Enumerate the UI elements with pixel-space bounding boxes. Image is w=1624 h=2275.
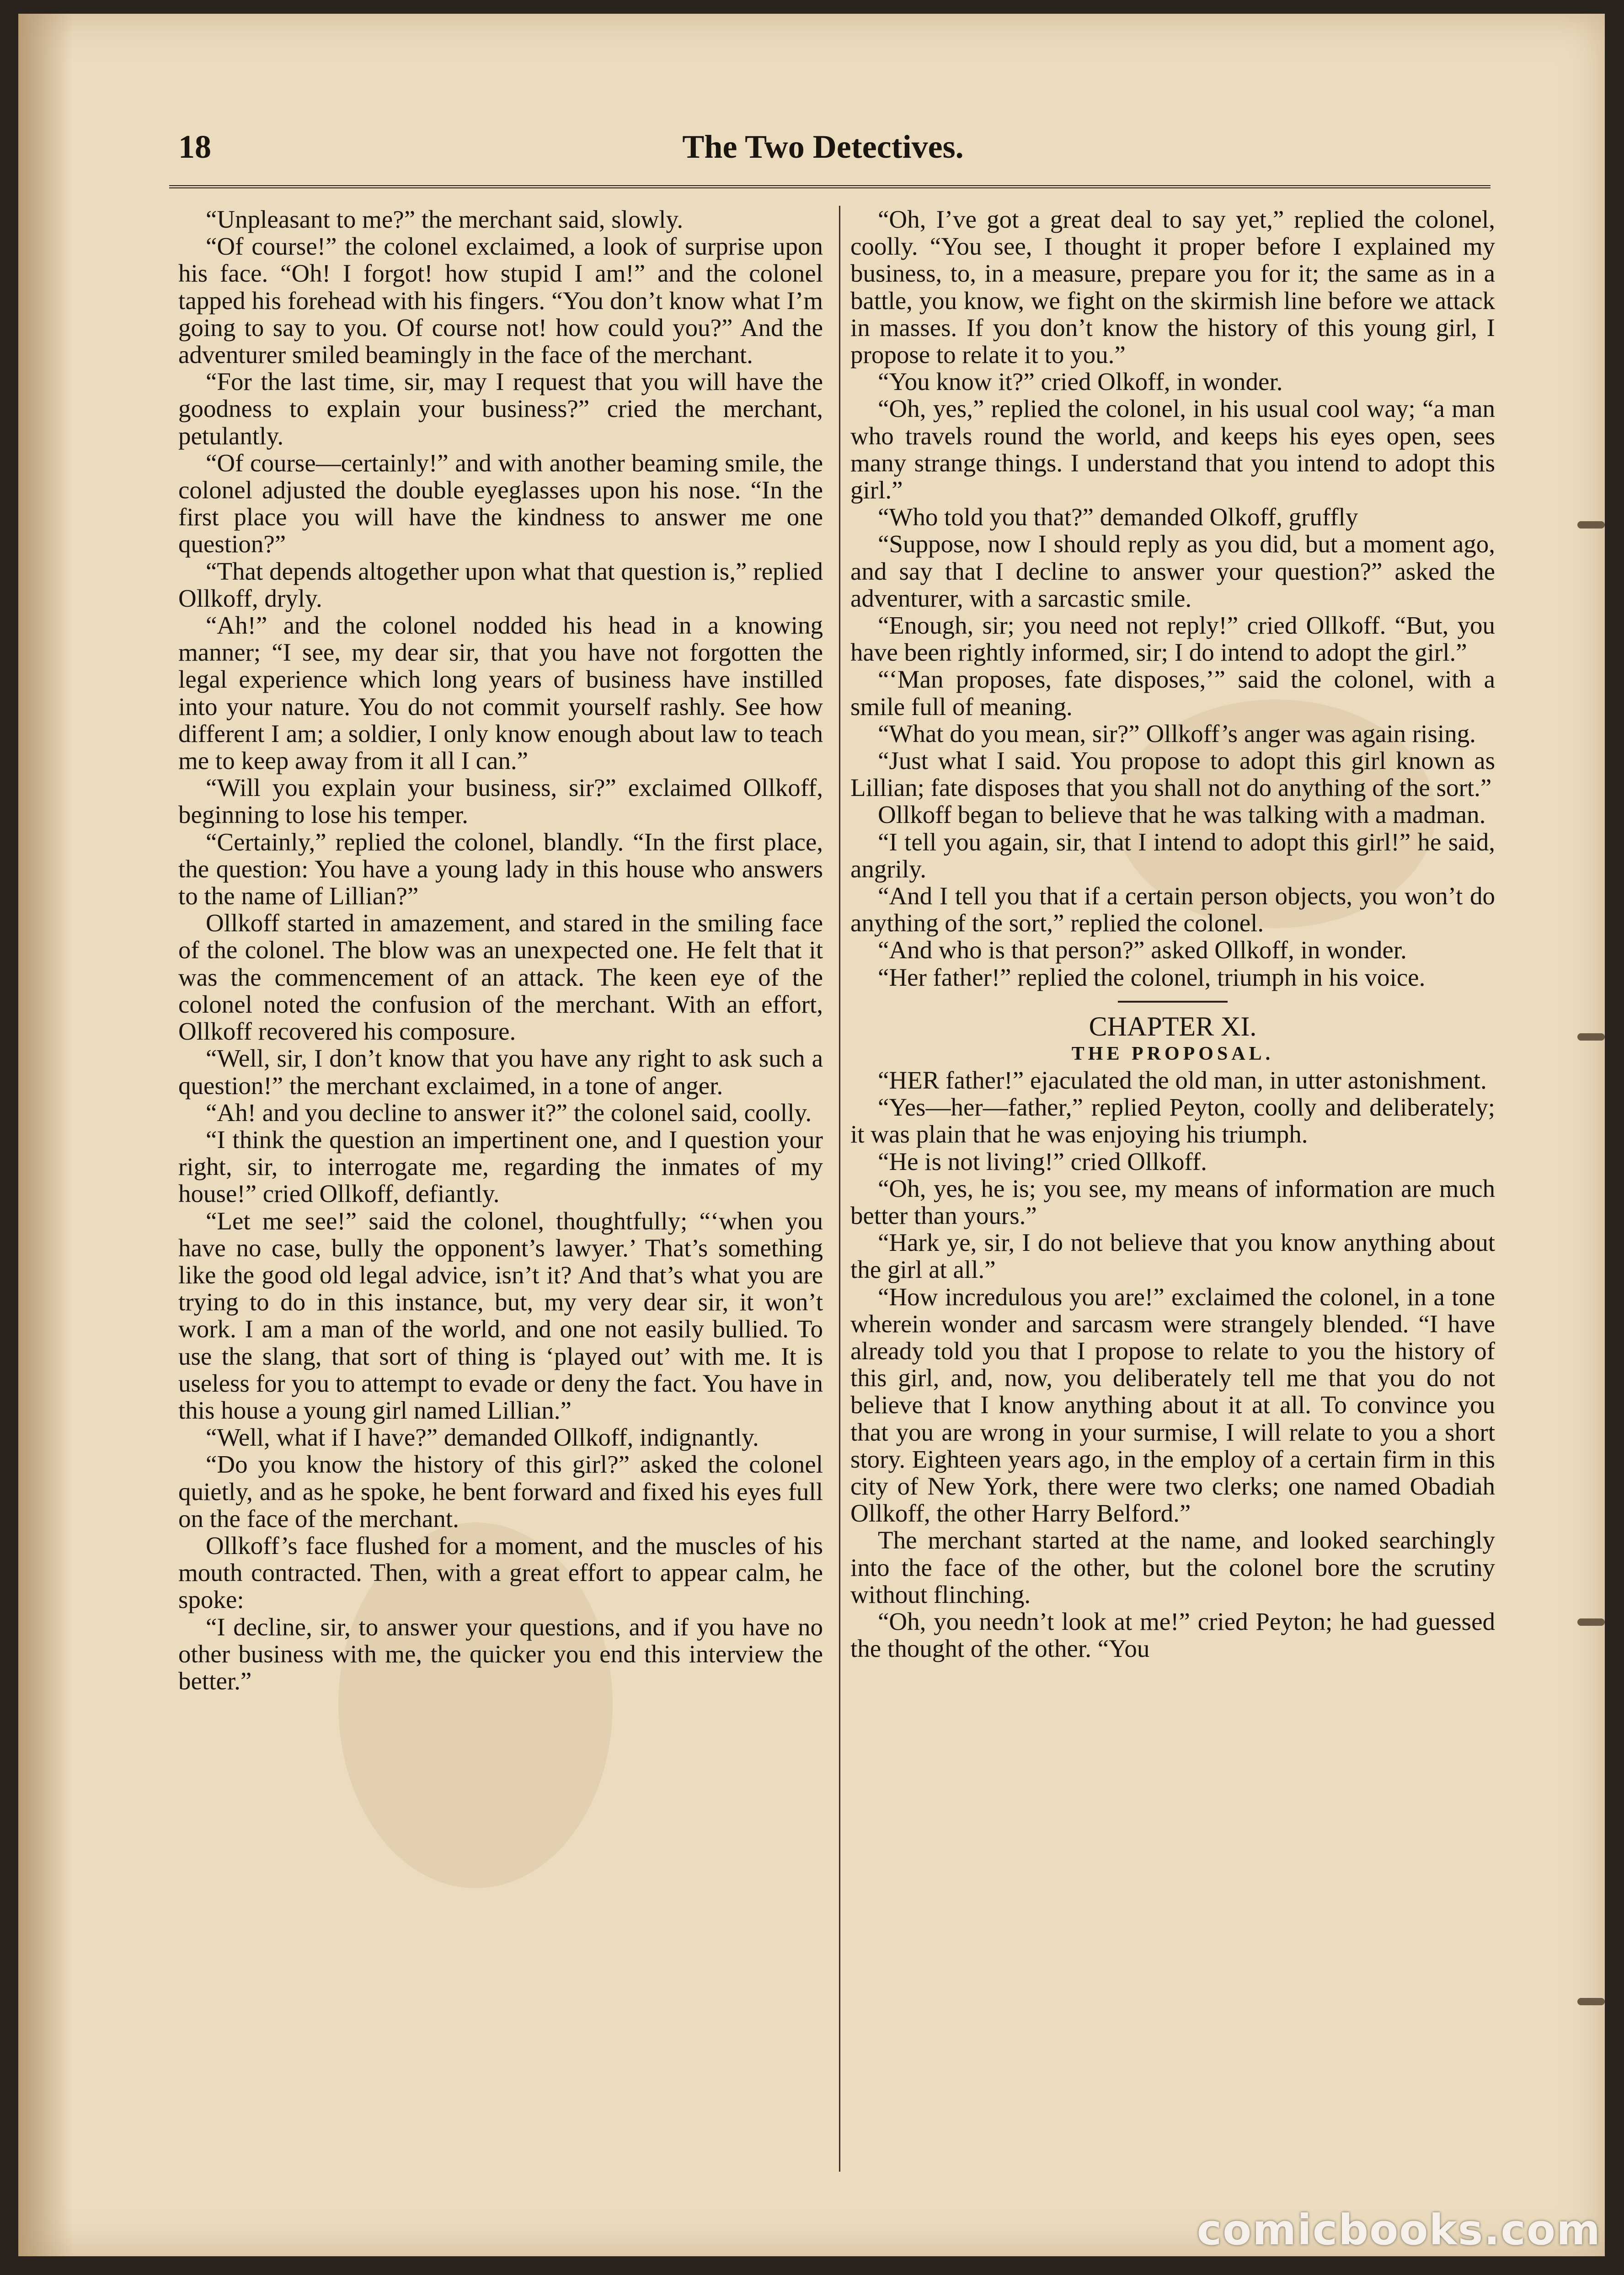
- paragraph: “For the last time, sir, may I request that you will have the goodness to explain your business?” cried the merchant, petulantly.: [178, 368, 823, 450]
- paragraph: “I decline, sir, to answer your questions, and if you have no other business with me, the quicker you end this interview the better.”: [178, 1613, 823, 1695]
- paragraph: “I think the question an impertinent one, and I question your right, sir, to interrogate me, regarding the inmates of my house!” cried Ollkoff, defiantly.: [178, 1125, 823, 1208]
- paragraph: “Yes—her—father,” replied Peyton, coolly and deliberately; it was plain that he was enjoying his triumph.: [850, 1093, 1495, 1148]
- paragraph: “Hark ye, sir, I do not believe that you know anything about the girl at all.”: [850, 1228, 1495, 1284]
- paragraph: “Oh, I’ve got a great deal to say yet,” replied the colonel, coolly. “You see, I thought it proper before I explained my business, to, in a measure, prepare you for it; the same as in a battle, you know, we fight on the skirmish line before we attack in masses. If you don’t know the history of this young girl, I propose to relate it to you.”: [850, 205, 1495, 369]
- header-rule: [169, 185, 1490, 188]
- binding-staple: [1577, 1033, 1605, 1041]
- chapter-subtitle: THE PROPOSAL.: [1071, 1043, 1274, 1064]
- binding-staple: [1577, 1998, 1605, 2005]
- paragraph: “Of course!” the colonel exclaimed, a look of surprise upon his face. “Oh! I forgot! how stupid I am!” and the colonel tapped his forehead with his fingers. “You don’t know what I’m going to say to you. Of course not! how could you?” And the adventurer smiled beamingly in the face of the merchant.: [178, 232, 823, 369]
- paragraph: “Unpleasant to me?” the merchant said, slowly.: [206, 205, 684, 233]
- paragraph: “Well, sir, I don’t know that you have any right to ask such a question!” the merchant exclaimed, in a tone of anger.: [178, 1044, 823, 1100]
- page-number: 18: [178, 128, 211, 165]
- paragraph: “That depends altogether upon what that question is,” replied Ollkoff, dryly.: [178, 557, 823, 612]
- page-header: [160, 123, 1486, 178]
- chapter-heading: CHAPTER XI.: [1089, 1011, 1257, 1041]
- paragraph: “Will you explain your business, sir?” exclaimed Ollkoff, beginning to lose his temper.: [178, 774, 823, 829]
- running-title: The Two Detectives.: [682, 128, 964, 165]
- paragraph: “Ah! and you decline to answer it?” the colonel said, coolly.: [206, 1098, 812, 1127]
- paragraph: “Suppose, now I should reply as you did, but a moment ago, and say that I decline to answer your question?” asked the adventurer, with a sarcastic smile.: [850, 530, 1495, 612]
- paragraph: “You know it?” cried Olkoff, in wonder.: [878, 368, 1283, 396]
- chapter-break-rule: [1118, 1001, 1228, 1003]
- left-column: [178, 206, 823, 1694]
- paragraph: “I tell you again, sir, that I intend to adopt this girl!” he said, angrily.: [850, 828, 1495, 883]
- paragraph: “Of course—certainly!” and with another beaming smile, the colonel adjusted the double eyeglasses upon his nose. “In the first place you will have the kindness to answer me one question?”: [178, 449, 823, 558]
- paragraph: “Just what I said. You propose to adopt this girl known as Lillian; fate disposes that you shall not do anything of the sort.”: [850, 747, 1495, 802]
- paragraph: “He is not living!” cried Ollkoff.: [878, 1147, 1207, 1175]
- paragraph: “Oh, you needn’t look at me!” cried Peyton; he had guessed the thought of the other. “You: [850, 1607, 1495, 1663]
- column-divider: [839, 206, 840, 2172]
- paragraph: “What do you mean, sir?” Ollkoff’s anger was again rising.: [878, 719, 1476, 748]
- paragraph: “Oh, yes, he is; you see, my means of information are much better than yours.”: [850, 1174, 1495, 1229]
- paragraph: “Enough, sir; you need not reply!” cried Ollkoff. “But, you have been rightly informed, sir; I do intend to adopt the girl.”: [850, 611, 1495, 667]
- paragraph: “And I tell you that if a certain person objects, you won’t do anything of the sort,” replied the colonel.: [850, 882, 1495, 937]
- right-column: [850, 206, 1495, 1662]
- paragraph: “And who is that person?” asked Ollkoff, in wonder.: [878, 936, 1407, 964]
- paragraph: Ollkoff’s face flushed for a moment, and the muscles of his mouth contracted. Then, with a great effort to appear calm, he spoke:: [178, 1531, 823, 1614]
- paragraph: Ollkoff started in amazement, and stared in the smiling face of the colonel. The blow was an unexpected one. He felt that it was the commencement of an attack. The keen eye of the colonel noted the confusion of the merchant. With an effort, Ollkoff recovered his composure.: [178, 909, 823, 1046]
- book-page: [18, 14, 1605, 2256]
- paragraph: “Who told you that?” demanded Olkoff, gruffly: [878, 503, 1358, 531]
- paragraph: “Ah!” and the colonel nodded his head in a knowing manner; “I see, my dear sir, that you have not forgotten the legal experience which long years of business have instilled into your nature. You do not commit yourself rashly. See how different I am; a soldier, I only know enough about law to teach me to keep away from it all I can.”: [178, 611, 823, 775]
- paragraph: Ollkoff began to believe that he was talking with a madman.: [878, 801, 1486, 829]
- binding-staple: [1577, 1618, 1605, 1626]
- paragraph: “HER father!” ejaculated the old man, in utter astonishment.: [878, 1066, 1487, 1094]
- paragraph: “Let me see!” said the colonel, thoughtfully; “‘when you have no case, bully the opponent’s lawyer.’ That’s something like the good old legal advice, isn’t it? And that’s what you are trying to do in this instance, but, my very dear sir, it won’t work. I am a man of the world, and one not easily bullied. To use the slang, that sort of thing is ‘played out’ with me. It is useless for you to attempt to evade or deny the fact. You have in this house a young girl named Lillian.”: [178, 1207, 823, 1424]
- paragraph: “Do you know the history of this girl?” asked the colonel quietly, and as he spoke, he bent forward and fixed his eyes full on the face of the merchant.: [178, 1450, 823, 1533]
- page-spine-shadow: [18, 14, 73, 2256]
- paragraph: “Well, what if I have?” demanded Ollkoff, indignantly.: [206, 1423, 759, 1452]
- paragraph: “‘Man proposes, fate disposes,’” said the colonel, with a smile full of meaning.: [850, 665, 1495, 721]
- paragraph: “Certainly,” replied the colonel, blandly. “In the first place, the question: You have a young lady in this house who answers to the name of Lillian?”: [178, 828, 823, 910]
- paragraph: “Oh, yes,” replied the colonel, in his usual cool way; “a man who travels round the world, and keeps his eyes open, sees many strange things. I understand that you intend to adopt this girl.”: [850, 395, 1495, 504]
- paragraph: The merchant started at the name, and looked searchingly into the face of the other, but the colonel bore the scrutiny without flinching.: [850, 1526, 1495, 1608]
- paragraph: “How incredulous you are!” exclaimed the colonel, in a tone wherein wonder and sarcasm were strangely blended. “I have already told you that I propose to relate to you the history of this girl, and, now, you deliberately tell me that you do not believe that I know anything about it at all. To convince you that you are wrong in your surmise, I will relate to you a short story. Eighteen years ago, in the employ of a certain firm in this city of New York, there were two clerks; one named Obadiah Ollkoff, the other Harry Belford.”: [850, 1282, 1495, 1527]
- site-watermark: comicbooks.com: [1197, 2206, 1601, 2254]
- paragraph: “Her father!” replied the colonel, triumph in his voice.: [878, 963, 1426, 991]
- binding-staple: [1577, 521, 1605, 529]
